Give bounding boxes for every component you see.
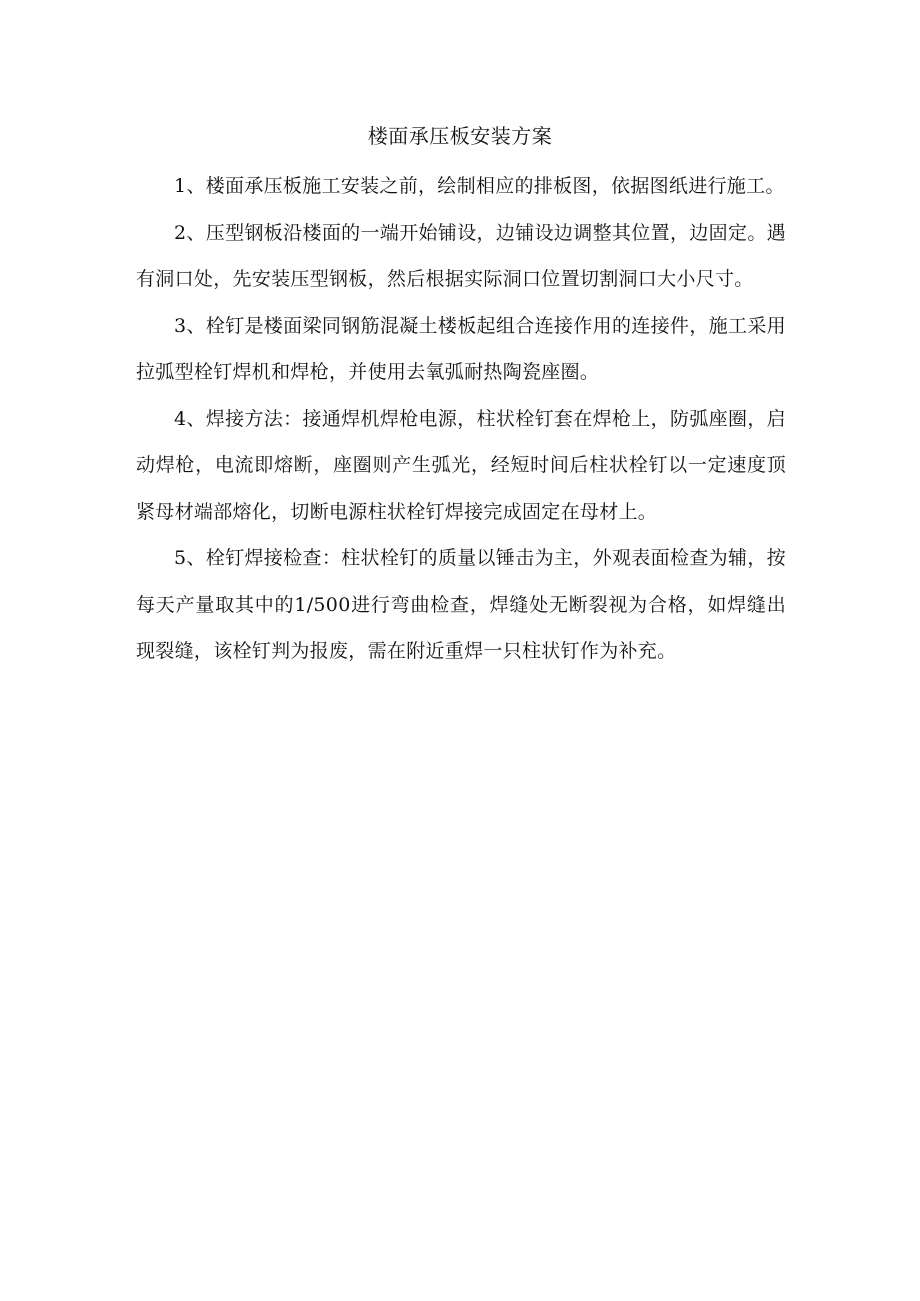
paragraph-1: 1、楼面承压板施工安装之前，绘制相应的排板图，依据图纸进行施工。 (174, 175, 785, 197)
paragraph-4: 4、焊接方法：接通焊机焊枪电源，柱状栓钉套在焊枪上，防弧座圈，启动焊枪，电流即熔断，座圈则产生弧光，经短时间后柱状栓钉以一定速度顶紧母材端部熔化，切断电源柱状栓钉焊接完成固定在母材上。 (136, 407, 786, 523)
paragraph-5: 5、栓钉焊接检查：柱状栓钉的质量以锤击为主，外观表面检查为辅，按每天产量取其中的1/500进行弯曲检查，焊缝处无断裂视为合格，如焊缝出现裂缝，该栓钉判为报废，需在附近重焊一只柱状钉作为补充。 (136, 547, 786, 662)
document-body (136, 163, 786, 675)
document-title: 楼面承压板安装方案 (367, 124, 553, 148)
paragraph-2: 2、压型钢板沿楼面的一端开始铺设，边铺设边调整其位置，边固定。遇有洞口处，先安装压型钢板，然后根据实际洞口位置切割洞口大小尺寸。 (136, 221, 786, 290)
paragraph-3: 3、栓钉是楼面梁同钢筋混凝土楼板起组合连接作用的连接件，施工采用拉弧型栓钉焊机和焊枪，并使用去氧弧耐热陶瓷座圈。 (136, 314, 786, 383)
